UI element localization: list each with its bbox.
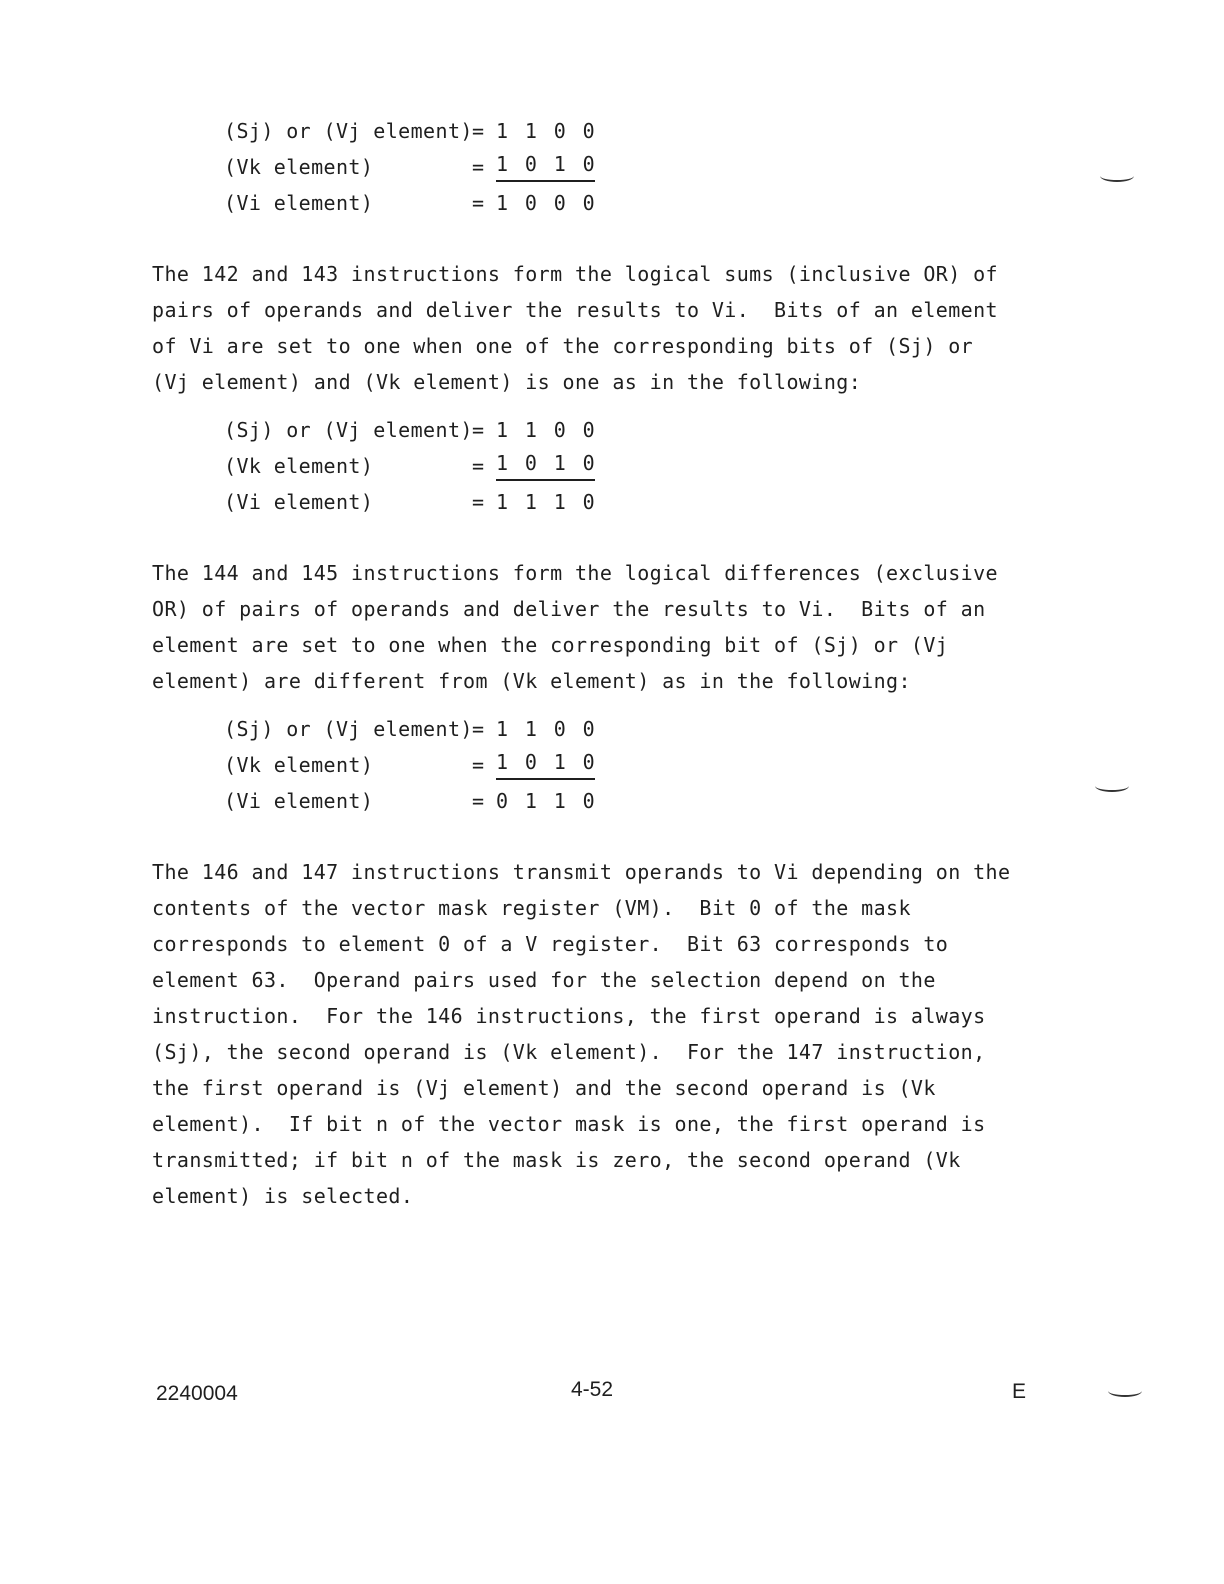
table-row [224,113,596,149]
paragraph-inclusive-or [152,256,998,400]
text-line: (Sj), the second operand is (Vk element). For the 147 instruction, [152,1040,986,1064]
equals-sign: = [472,191,485,215]
bit-values-underlined: 1 0 1 0 [496,149,595,182]
equals-sign: = [472,454,485,478]
row-label: (Sj) or (Vj element) [224,717,473,741]
binder-mark [1100,170,1134,182]
text-line: pairs of operands and deliver the results to Vi. Bits of an element [152,298,998,322]
binder-mark [1095,780,1129,792]
table-row [224,448,596,484]
text-line: transmitted; if bit n of the mask is zero, the second operand (Vk [152,1148,961,1172]
row-label: (Vk element) [224,155,374,179]
text-line: instruction. For the 146 instructions, the first operand is always [152,1004,986,1028]
equals-sign: = [472,789,485,813]
row-label: (Sj) or (Vj element) [224,119,473,143]
text-line: The 146 and 147 instructions transmit operands to Vi depending on the [152,860,1011,884]
table-row [224,412,596,448]
equals-sign: = [472,155,485,179]
truth-table-xor [224,711,596,819]
text-line: element 63. Operand pairs used for the selection depend on the [152,968,936,992]
equals-sign: = [472,119,485,143]
text-line: The 144 and 145 instructions form the logical differences (exclusive [152,561,998,585]
bit-values: 1 1 1 0 [496,490,596,514]
text-line: The 142 and 143 instructions form the logical sums (inclusive OR) of [152,262,998,286]
row-label: (Vi element) [224,789,374,813]
document-number: 2240004 [156,1382,238,1405]
equals-sign: = [472,753,485,777]
table-row [224,484,596,520]
table-row [224,711,596,747]
truth-table-or [224,412,596,520]
text-line: element are set to one when the corresponding bit of (Sj) or (Vj [152,633,949,657]
row-label: (Vi element) [224,490,374,514]
text-line: corresponds to element 0 of a V register. Bit 63 corresponds to [152,932,949,956]
binder-mark [1108,1385,1142,1397]
row-label: (Vk element) [224,454,374,478]
bit-values: 1 1 0 0 [496,418,596,442]
bit-values: 1 1 0 0 [496,717,596,741]
text-line: OR) of pairs of operands and deliver the results to Vi. Bits of an [152,597,986,621]
bit-values: 1 0 0 0 [496,191,596,215]
bit-values: 1 1 0 0 [496,119,596,143]
text-line: the first operand is (Vj element) and the second operand is (Vk [152,1076,936,1100]
text-line: of Vi are set to one when one of the corresponding bits of (Sj) or [152,334,974,358]
row-label: (Sj) or (Vj element) [224,418,473,442]
paragraph-vector-mask [152,854,1011,1214]
equals-sign: = [472,490,485,514]
page-number: 4-52 [571,1378,614,1401]
text-line: element) is selected. [152,1184,414,1208]
truth-table-and [224,113,596,221]
table-row [224,783,596,819]
table-row [224,149,596,185]
bit-values: 0 1 1 0 [496,789,596,813]
text-line: element) are different from (Vk element) as in the following: [152,669,911,693]
text-line: element). If bit n of the vector mask is one, the first operand is [152,1112,986,1136]
revision-letter: E [1012,1380,1027,1403]
bit-values-underlined: 1 0 1 0 [496,747,595,780]
text-line: (Vj element) and (Vk element) is one as in the following: [152,370,862,394]
row-label: (Vk element) [224,753,374,777]
row-label: (Vi element) [224,191,374,215]
table-row [224,747,596,783]
text-line: contents of the vector mask register (VM). Bit 0 of the mask [152,896,911,920]
table-row [224,185,596,221]
equals-sign: = [472,418,485,442]
bit-values-underlined: 1 0 1 0 [496,448,595,481]
equals-sign: = [472,717,485,741]
paragraph-exclusive-or [152,555,998,699]
